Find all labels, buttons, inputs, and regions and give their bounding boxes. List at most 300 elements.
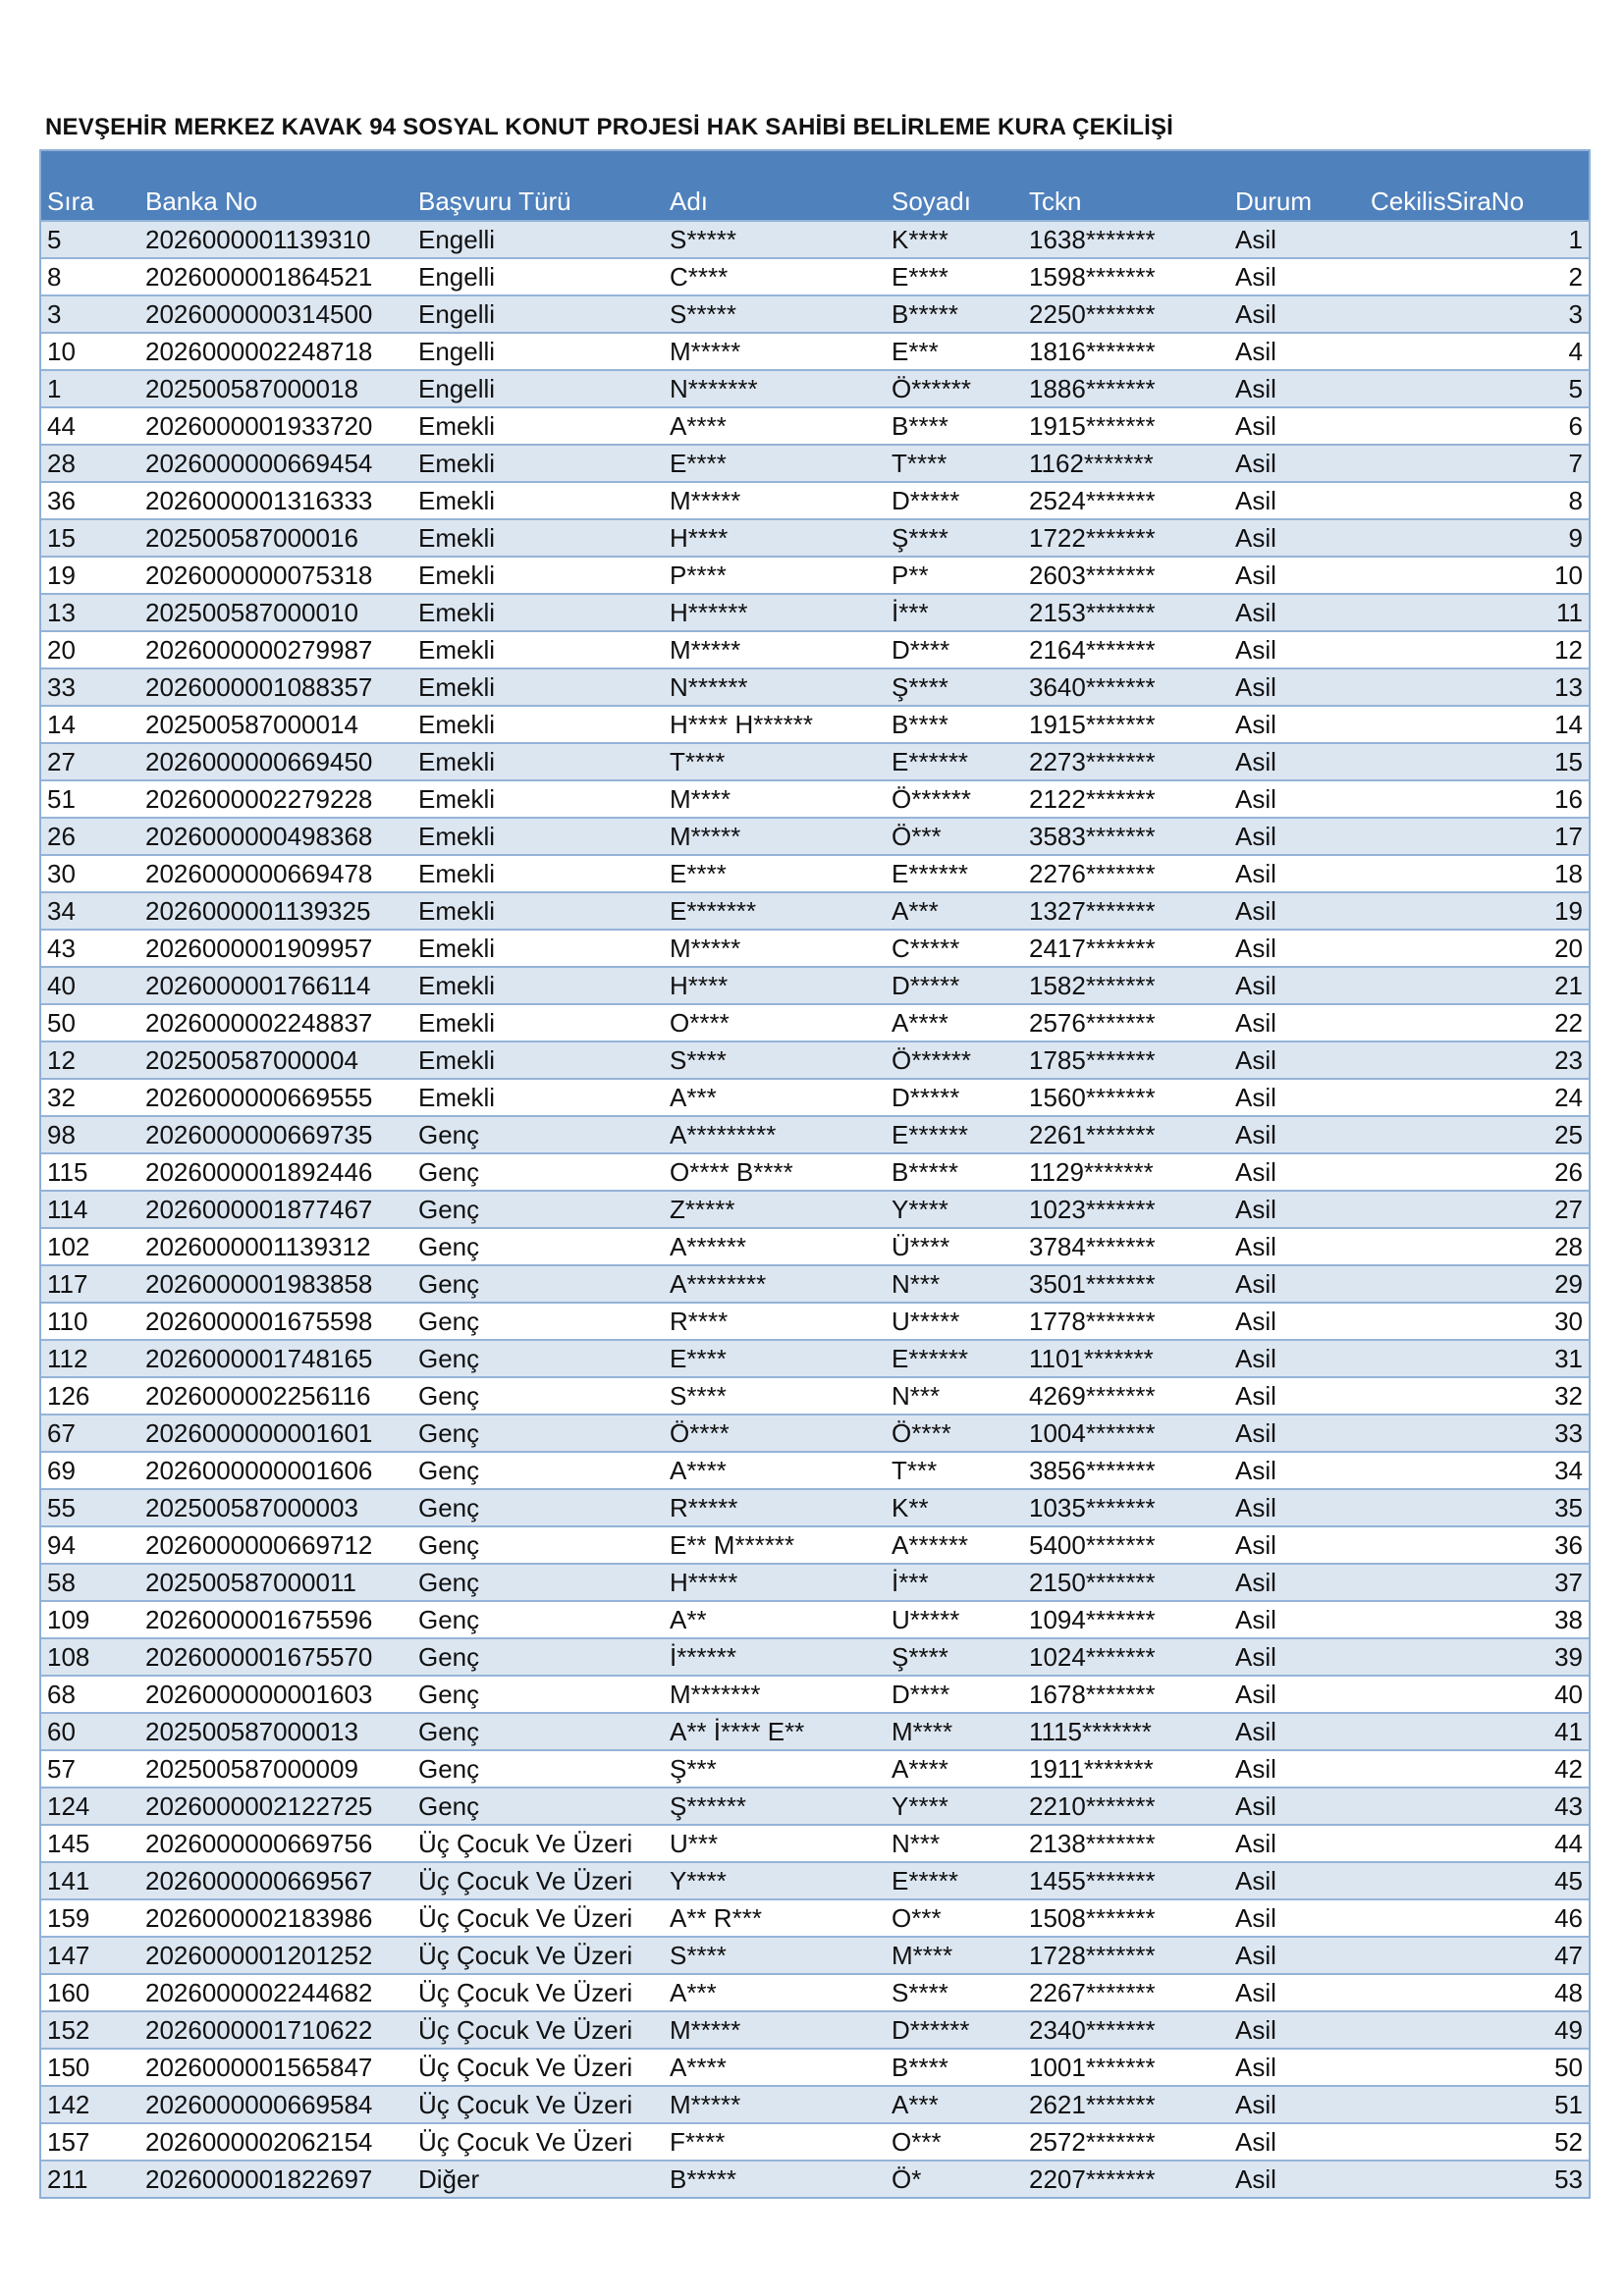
cell-sira: 112: [47, 1343, 88, 1373]
cell-adi: M*****: [670, 933, 741, 963]
cell-adi: R****: [670, 1306, 729, 1336]
table-row: [41, 742, 1589, 779]
cell-durum: Asil: [1235, 448, 1276, 478]
cell-soyadi: Ö******: [892, 373, 971, 403]
cell-sira: 58: [47, 1567, 76, 1597]
cell-cekilis-sira-no: 30: [1554, 1306, 1583, 1336]
cell-soyadi: A***: [892, 2089, 939, 2119]
cell-durum: Asil: [1235, 1977, 1276, 2007]
table-row: [41, 1339, 1589, 1376]
cell-tckn: 1915*******: [1029, 709, 1156, 739]
cell-tckn: 4269*******: [1029, 1380, 1156, 1411]
cell-basvuru-turu: Üç Çocuk Ve Üzeri: [418, 2089, 633, 2119]
cell-tckn: 2572*******: [1029, 2126, 1156, 2157]
cell-soyadi: B****: [892, 709, 948, 739]
cell-sira: 44: [47, 410, 76, 441]
cell-basvuru-turu: Genç: [418, 1268, 480, 1299]
cell-adi: M*****: [670, 485, 741, 515]
cell-durum: Asil: [1235, 1790, 1276, 1821]
cell-tckn: 5400*******: [1029, 1529, 1156, 1560]
cell-basvuru-turu: Engelli: [418, 298, 496, 329]
cell-cekilis-sira-no: 33: [1554, 1417, 1583, 1448]
table-header-row: [41, 151, 1589, 220]
cell-adi: A***: [670, 1082, 717, 1112]
cell-basvuru-turu: Genç: [418, 1343, 480, 1373]
cell-cekilis-sira-no: 31: [1554, 1343, 1583, 1373]
cell-adi: A** R***: [670, 1902, 762, 1933]
cell-tckn: 1785*******: [1029, 1044, 1156, 1075]
cell-basvuru-turu: Genç: [418, 1567, 480, 1597]
cell-sira: 117: [47, 1268, 88, 1299]
cell-cekilis-sira-no: 53: [1554, 2163, 1583, 2194]
cell-durum: Asil: [1235, 2052, 1276, 2082]
cell-adi: E*******: [670, 895, 757, 926]
cell-cekilis-sira-no: 22: [1554, 1007, 1583, 1038]
cell-soyadi: E******: [892, 746, 969, 776]
cell-banka-no: 2026000000001603: [145, 1679, 373, 1709]
cell-cekilis-sira-no: 23: [1554, 1044, 1583, 1075]
table-row: [41, 257, 1589, 294]
cell-durum: Asil: [1235, 1940, 1276, 1970]
cell-banka-no: 2026000001892446: [145, 1156, 373, 1187]
table-row: [41, 1376, 1589, 1414]
cell-basvuru-turu: Engelli: [418, 336, 496, 366]
cell-basvuru-turu: Genç: [418, 1492, 480, 1522]
cell-banka-no: 202500587000013: [145, 1716, 358, 1746]
cell-tckn: 3583*******: [1029, 821, 1156, 851]
cell-banka-no: 2026000001139310: [145, 224, 371, 254]
header-basvuru-turu: Başvuru Türü: [418, 187, 571, 216]
cell-soyadi: E*****: [892, 1865, 958, 1896]
cell-durum: Asil: [1235, 671, 1276, 702]
cell-durum: Asil: [1235, 1641, 1276, 1672]
cell-soyadi: A****: [892, 1007, 948, 1038]
table-row: [41, 294, 1589, 332]
cell-banka-no: 2026000000669735: [145, 1119, 373, 1149]
cell-soyadi: C*****: [892, 933, 960, 963]
table-row: [41, 481, 1589, 518]
cell-soyadi: U*****: [892, 1306, 960, 1336]
cell-adi: A**: [670, 1604, 707, 1634]
cell-tckn: 1129*******: [1029, 1156, 1154, 1187]
cell-basvuru-turu: Genç: [418, 1641, 480, 1672]
cell-basvuru-turu: Genç: [418, 1156, 480, 1187]
cell-adi: U***: [670, 1828, 719, 1858]
cell-soyadi: T***: [892, 1455, 938, 1485]
cell-durum: Asil: [1235, 1716, 1276, 1746]
cell-adi: S****: [670, 1940, 727, 1970]
cell-tckn: 1911*******: [1029, 1753, 1154, 1784]
cell-sira: 160: [47, 1977, 90, 2007]
cell-soyadi: N***: [892, 1828, 941, 1858]
cell-soyadi: İ***: [892, 1567, 929, 1597]
cell-sira: 43: [47, 933, 76, 963]
cell-tckn: 1678*******: [1029, 1679, 1156, 1709]
cell-adi: B*****: [670, 2163, 736, 2194]
cell-durum: Asil: [1235, 1753, 1276, 1784]
cell-soyadi: O***: [892, 1902, 942, 1933]
cell-banka-no: 2026000001139325: [145, 895, 371, 926]
cell-cekilis-sira-no: 10: [1554, 560, 1583, 590]
table-row: [41, 332, 1589, 369]
cell-adi: Z*****: [670, 1194, 735, 1224]
cell-basvuru-turu: Emekli: [418, 485, 496, 515]
cell-soyadi: P**: [892, 560, 929, 590]
cell-adi: F****: [670, 2126, 726, 2157]
cell-adi: A******: [670, 1231, 747, 1261]
cell-basvuru-turu: Emekli: [418, 448, 496, 478]
cell-durum: Asil: [1235, 1679, 1276, 1709]
cell-cekilis-sira-no: 21: [1554, 970, 1583, 1000]
cell-banka-no: 2026000000001601: [145, 1417, 373, 1448]
cell-sira: 40: [47, 970, 76, 1000]
cell-sira: 159: [47, 1902, 90, 1933]
cell-sira: 57: [47, 1753, 76, 1784]
cell-durum: Asil: [1235, 1604, 1276, 1634]
cell-adi: H**** H******: [670, 709, 813, 739]
cell-durum: Asil: [1235, 2126, 1276, 2157]
cell-banka-no: 2026000000669555: [145, 1082, 373, 1112]
header-soyadi: Soyadı: [892, 187, 971, 216]
cell-adi: S*****: [670, 298, 736, 329]
cell-cekilis-sira-no: 19: [1554, 895, 1583, 926]
cell-adi: M****: [670, 783, 731, 814]
cell-basvuru-turu: Emekli: [418, 1007, 496, 1038]
cell-adi: E****: [670, 1343, 727, 1373]
cell-cekilis-sira-no: 12: [1554, 634, 1583, 665]
cell-tckn: 3784*******: [1029, 1231, 1156, 1261]
cell-tckn: 3856*******: [1029, 1455, 1156, 1485]
cell-banka-no: 2026000001766114: [145, 970, 371, 1000]
cell-banka-no: 2026000000669454: [145, 448, 373, 478]
cell-adi: H****: [670, 970, 729, 1000]
cell-basvuru-turu: Üç Çocuk Ve Üzeri: [418, 2126, 633, 2157]
cell-banka-no: 2026000001139312: [145, 1231, 371, 1261]
cell-cekilis-sira-no: 42: [1554, 1753, 1583, 1784]
cell-soyadi: Ş****: [892, 1641, 948, 1672]
cell-tckn: 1327*******: [1029, 895, 1156, 926]
table-row: [41, 2122, 1589, 2160]
table-row: [41, 1414, 1589, 1451]
table-row: [41, 556, 1589, 593]
cell-tckn: 2210*******: [1029, 1790, 1156, 1821]
cell-banka-no: 202500587000014: [145, 709, 358, 739]
cell-banka-no: 2026000002244682: [145, 1977, 373, 2007]
cell-tckn: 1886*******: [1029, 373, 1156, 403]
cell-basvuru-turu: Genç: [418, 1194, 480, 1224]
table-row: [41, 444, 1589, 481]
cell-banka-no: 2026000002248718: [145, 336, 373, 366]
cell-tckn: 2150*******: [1029, 1567, 1156, 1597]
cell-sira: 26: [47, 821, 76, 851]
cell-tckn: 1582*******: [1029, 970, 1156, 1000]
cell-cekilis-sira-no: 25: [1554, 1119, 1583, 1149]
cell-durum: Asil: [1235, 1529, 1276, 1560]
cell-cekilis-sira-no: 38: [1554, 1604, 1583, 1634]
cell-cekilis-sira-no: 45: [1554, 1865, 1583, 1896]
cell-durum: Asil: [1235, 336, 1276, 366]
cell-tckn: 1508*******: [1029, 1902, 1156, 1933]
cell-basvuru-turu: Genç: [418, 1119, 480, 1149]
cell-basvuru-turu: Emekli: [418, 634, 496, 665]
cell-durum: Asil: [1235, 1044, 1276, 1075]
cell-banka-no: 2026000000669567: [145, 1865, 373, 1896]
cell-banka-no: 2026000000669450: [145, 746, 373, 776]
cell-banka-no: 2026000001316333: [145, 485, 373, 515]
cell-cekilis-sira-no: 18: [1554, 858, 1583, 888]
table-row: [41, 817, 1589, 854]
cell-basvuru-turu: Genç: [418, 1679, 480, 1709]
cell-tckn: 2276*******: [1029, 858, 1156, 888]
cell-soyadi: A***: [892, 895, 939, 926]
cell-banka-no: 2026000002256116: [145, 1380, 371, 1411]
cell-basvuru-turu: Emekli: [418, 783, 496, 814]
cell-durum: Asil: [1235, 1567, 1276, 1597]
cell-banka-no: 2026000000498368: [145, 821, 373, 851]
cell-tckn: 3501*******: [1029, 1268, 1156, 1299]
cell-cekilis-sira-no: 20: [1554, 933, 1583, 963]
cell-sira: 124: [47, 1790, 90, 1821]
cell-banka-no: 2026000002248837: [145, 1007, 373, 1038]
cell-cekilis-sira-no: 2: [1568, 261, 1583, 292]
cell-cekilis-sira-no: 44: [1554, 1828, 1583, 1858]
cell-durum: Asil: [1235, 1902, 1276, 1933]
cell-soyadi: Ö******: [892, 1044, 971, 1075]
cell-sira: 30: [47, 858, 76, 888]
cell-soyadi: N***: [892, 1268, 941, 1299]
cell-sira: 15: [47, 522, 76, 553]
cell-soyadi: Ö*: [892, 2163, 922, 2194]
cell-durum: Asil: [1235, 1194, 1276, 1224]
cell-basvuru-turu: Genç: [418, 1716, 480, 1746]
cell-tckn: 1023*******: [1029, 1194, 1156, 1224]
cell-tckn: 1101*******: [1029, 1343, 1154, 1373]
cell-cekilis-sira-no: 5: [1568, 373, 1583, 403]
cell-durum: Asil: [1235, 1268, 1276, 1299]
cell-durum: Asil: [1235, 224, 1276, 254]
cell-cekilis-sira-no: 27: [1554, 1194, 1583, 1224]
cell-soyadi: K**: [892, 1492, 929, 1522]
table-row: [41, 1488, 1589, 1525]
cell-basvuru-turu: Emekli: [418, 1044, 496, 1075]
table-row: [41, 1115, 1589, 1152]
cell-sira: 145: [47, 1828, 90, 1858]
cell-sira: 69: [47, 1455, 76, 1485]
cell-adi: E** M******: [670, 1529, 795, 1560]
cell-durum: Asil: [1235, 2014, 1276, 2045]
cell-cekilis-sira-no: 28: [1554, 1231, 1583, 1261]
cell-soyadi: B*****: [892, 298, 958, 329]
cell-banka-no: 2026000000075318: [145, 560, 373, 590]
cell-adi: M*******: [670, 1679, 761, 1709]
cell-durum: Asil: [1235, 970, 1276, 1000]
cell-cekilis-sira-no: 3: [1568, 298, 1583, 329]
cell-sira: 109: [47, 1604, 90, 1634]
cell-cekilis-sira-no: 14: [1554, 709, 1583, 739]
table-row: [41, 667, 1589, 705]
cell-tckn: 2267*******: [1029, 1977, 1156, 2007]
cell-soyadi: Ü****: [892, 1231, 950, 1261]
table-row: [41, 1563, 1589, 1600]
cell-durum: Asil: [1235, 2089, 1276, 2119]
cell-durum: Asil: [1235, 597, 1276, 627]
cell-cekilis-sira-no: 7: [1568, 448, 1583, 478]
cell-basvuru-turu: Genç: [418, 1231, 480, 1261]
cell-soyadi: E***: [892, 336, 939, 366]
cell-basvuru-turu: Genç: [418, 1529, 480, 1560]
cell-durum: Asil: [1235, 895, 1276, 926]
table-row: [41, 2160, 1589, 2197]
header-banka-no: Banka No: [145, 187, 258, 216]
cell-cekilis-sira-no: 6: [1568, 410, 1583, 441]
cell-durum: Asil: [1235, 2163, 1276, 2194]
cell-basvuru-turu: Emekli: [418, 970, 496, 1000]
cell-durum: Asil: [1235, 1007, 1276, 1038]
cell-banka-no: 2026000001877467: [145, 1194, 373, 1224]
cell-cekilis-sira-no: 46: [1554, 1902, 1583, 1933]
cell-basvuru-turu: Engelli: [418, 224, 496, 254]
cell-adi: S****: [670, 1044, 727, 1075]
cell-tckn: 2138*******: [1029, 1828, 1156, 1858]
cell-basvuru-turu: Genç: [418, 1455, 480, 1485]
cell-banka-no: 2026000001201252: [145, 1940, 373, 1970]
cell-sira: 5: [47, 224, 62, 254]
cell-basvuru-turu: Üç Çocuk Ve Üzeri: [418, 2052, 633, 2082]
cell-sira: 34: [47, 895, 76, 926]
cell-cekilis-sira-no: 1: [1568, 224, 1583, 254]
cell-soyadi: Y****: [892, 1194, 948, 1224]
cell-cekilis-sira-no: 50: [1554, 2052, 1583, 2082]
cell-sira: 150: [47, 2052, 90, 2082]
cell-basvuru-turu: Emekli: [418, 671, 496, 702]
cell-sira: 20: [47, 634, 76, 665]
table-row: [41, 2010, 1589, 2048]
cell-cekilis-sira-no: 17: [1554, 821, 1583, 851]
cell-banka-no: 202500587000016: [145, 522, 358, 553]
cell-tckn: 1915*******: [1029, 410, 1156, 441]
cell-sira: 141: [47, 1865, 90, 1896]
cell-basvuru-turu: Emekli: [418, 746, 496, 776]
cell-tckn: 2576*******: [1029, 1007, 1156, 1038]
cell-tckn: 3640*******: [1029, 671, 1156, 702]
cell-tckn: 1035*******: [1029, 1492, 1156, 1522]
cell-cekilis-sira-no: 35: [1554, 1492, 1583, 1522]
cell-sira: 50: [47, 1007, 76, 1038]
cell-cekilis-sira-no: 8: [1568, 485, 1583, 515]
cell-durum: Asil: [1235, 709, 1276, 739]
cell-banka-no: 2026000001748165: [145, 1343, 373, 1373]
cell-adi: H*****: [670, 1567, 738, 1597]
cell-soyadi: D****: [892, 1679, 950, 1709]
cell-soyadi: D******: [892, 2014, 970, 2045]
cell-durum: Asil: [1235, 933, 1276, 963]
cell-cekilis-sira-no: 4: [1568, 336, 1583, 366]
cell-banka-no: 2026000000314500: [145, 298, 373, 329]
cell-tckn: 2122*******: [1029, 783, 1156, 814]
cell-basvuru-turu: Genç: [418, 1306, 480, 1336]
cell-durum: Asil: [1235, 410, 1276, 441]
cell-soyadi: Ö***: [892, 821, 942, 851]
cell-banka-no: 202500587000003: [145, 1492, 358, 1522]
cell-banka-no: 2026000001088357: [145, 671, 373, 702]
table-row: [41, 2085, 1589, 2122]
cell-adi: A*********: [670, 1119, 777, 1149]
cell-basvuru-turu: Emekli: [418, 895, 496, 926]
cell-soyadi: M****: [892, 1716, 953, 1746]
cell-tckn: 1778*******: [1029, 1306, 1156, 1336]
cell-sira: 102: [47, 1231, 90, 1261]
cell-banka-no: 2026000000001606: [145, 1455, 373, 1485]
cell-basvuru-turu: Emekli: [418, 522, 496, 553]
header-sira: Sıra: [47, 187, 94, 216]
cell-soyadi: D****: [892, 634, 950, 665]
cell-cekilis-sira-no: 52: [1554, 2126, 1583, 2157]
cell-soyadi: Ş****: [892, 522, 948, 553]
cell-sira: 14: [47, 709, 76, 739]
cell-cekilis-sira-no: 11: [1556, 597, 1583, 627]
cell-cekilis-sira-no: 36: [1554, 1529, 1583, 1560]
cell-soyadi: Y****: [892, 1790, 948, 1821]
cell-sira: 67: [47, 1417, 76, 1448]
cell-basvuru-turu: Emekli: [418, 410, 496, 441]
cell-adi: A****: [670, 2052, 727, 2082]
cell-cekilis-sira-no: 13: [1554, 671, 1583, 702]
cell-adi: C****: [670, 261, 729, 292]
cell-durum: Asil: [1235, 1306, 1276, 1336]
cell-cekilis-sira-no: 40: [1554, 1679, 1583, 1709]
cell-tckn: 1598*******: [1029, 261, 1156, 292]
cell-sira: 8: [47, 261, 62, 292]
cell-soyadi: N***: [892, 1380, 941, 1411]
cell-sira: 33: [47, 671, 76, 702]
cell-banka-no: 2026000001565847: [145, 2052, 373, 2082]
table-row: [41, 220, 1589, 257]
cell-soyadi: Ö******: [892, 783, 971, 814]
cell-soyadi: K****: [892, 224, 948, 254]
header-durum: Durum: [1235, 187, 1313, 216]
cell-sira: 157: [47, 2126, 90, 2157]
cell-adi: N******: [670, 671, 748, 702]
cell-soyadi: A******: [892, 1529, 969, 1560]
cell-adi: M*****: [670, 336, 741, 366]
cell-cekilis-sira-no: 32: [1554, 1380, 1583, 1411]
cell-sira: 108: [47, 1641, 90, 1672]
cell-tckn: 2603*******: [1029, 560, 1156, 590]
cell-cekilis-sira-no: 26: [1554, 1156, 1583, 1187]
cell-banka-no: 2026000001933720: [145, 410, 373, 441]
table-row: [41, 1525, 1589, 1563]
cell-basvuru-turu: Emekli: [418, 709, 496, 739]
cell-durum: Asil: [1235, 1828, 1276, 1858]
cell-soyadi: Ö****: [892, 1417, 951, 1448]
cell-tckn: 2524*******: [1029, 485, 1156, 515]
table-row: [41, 1227, 1589, 1264]
cell-adi: M*****: [670, 2089, 741, 2119]
cell-cekilis-sira-no: 16: [1554, 783, 1583, 814]
cell-tckn: 1115*******: [1029, 1716, 1152, 1746]
cell-banka-no: 202500587000009: [145, 1753, 358, 1784]
table-row: [41, 1637, 1589, 1675]
cell-cekilis-sira-no: 41: [1554, 1716, 1583, 1746]
cell-basvuru-turu: Genç: [418, 1604, 480, 1634]
cell-banka-no: 2026000002279228: [145, 783, 373, 814]
cell-durum: Asil: [1235, 1492, 1276, 1522]
cell-sira: 1: [47, 373, 62, 403]
cell-sira: 147: [47, 1940, 90, 1970]
cell-tckn: 2164*******: [1029, 634, 1156, 665]
cell-durum: Asil: [1235, 1343, 1276, 1373]
cell-soyadi: M****: [892, 1940, 953, 1970]
